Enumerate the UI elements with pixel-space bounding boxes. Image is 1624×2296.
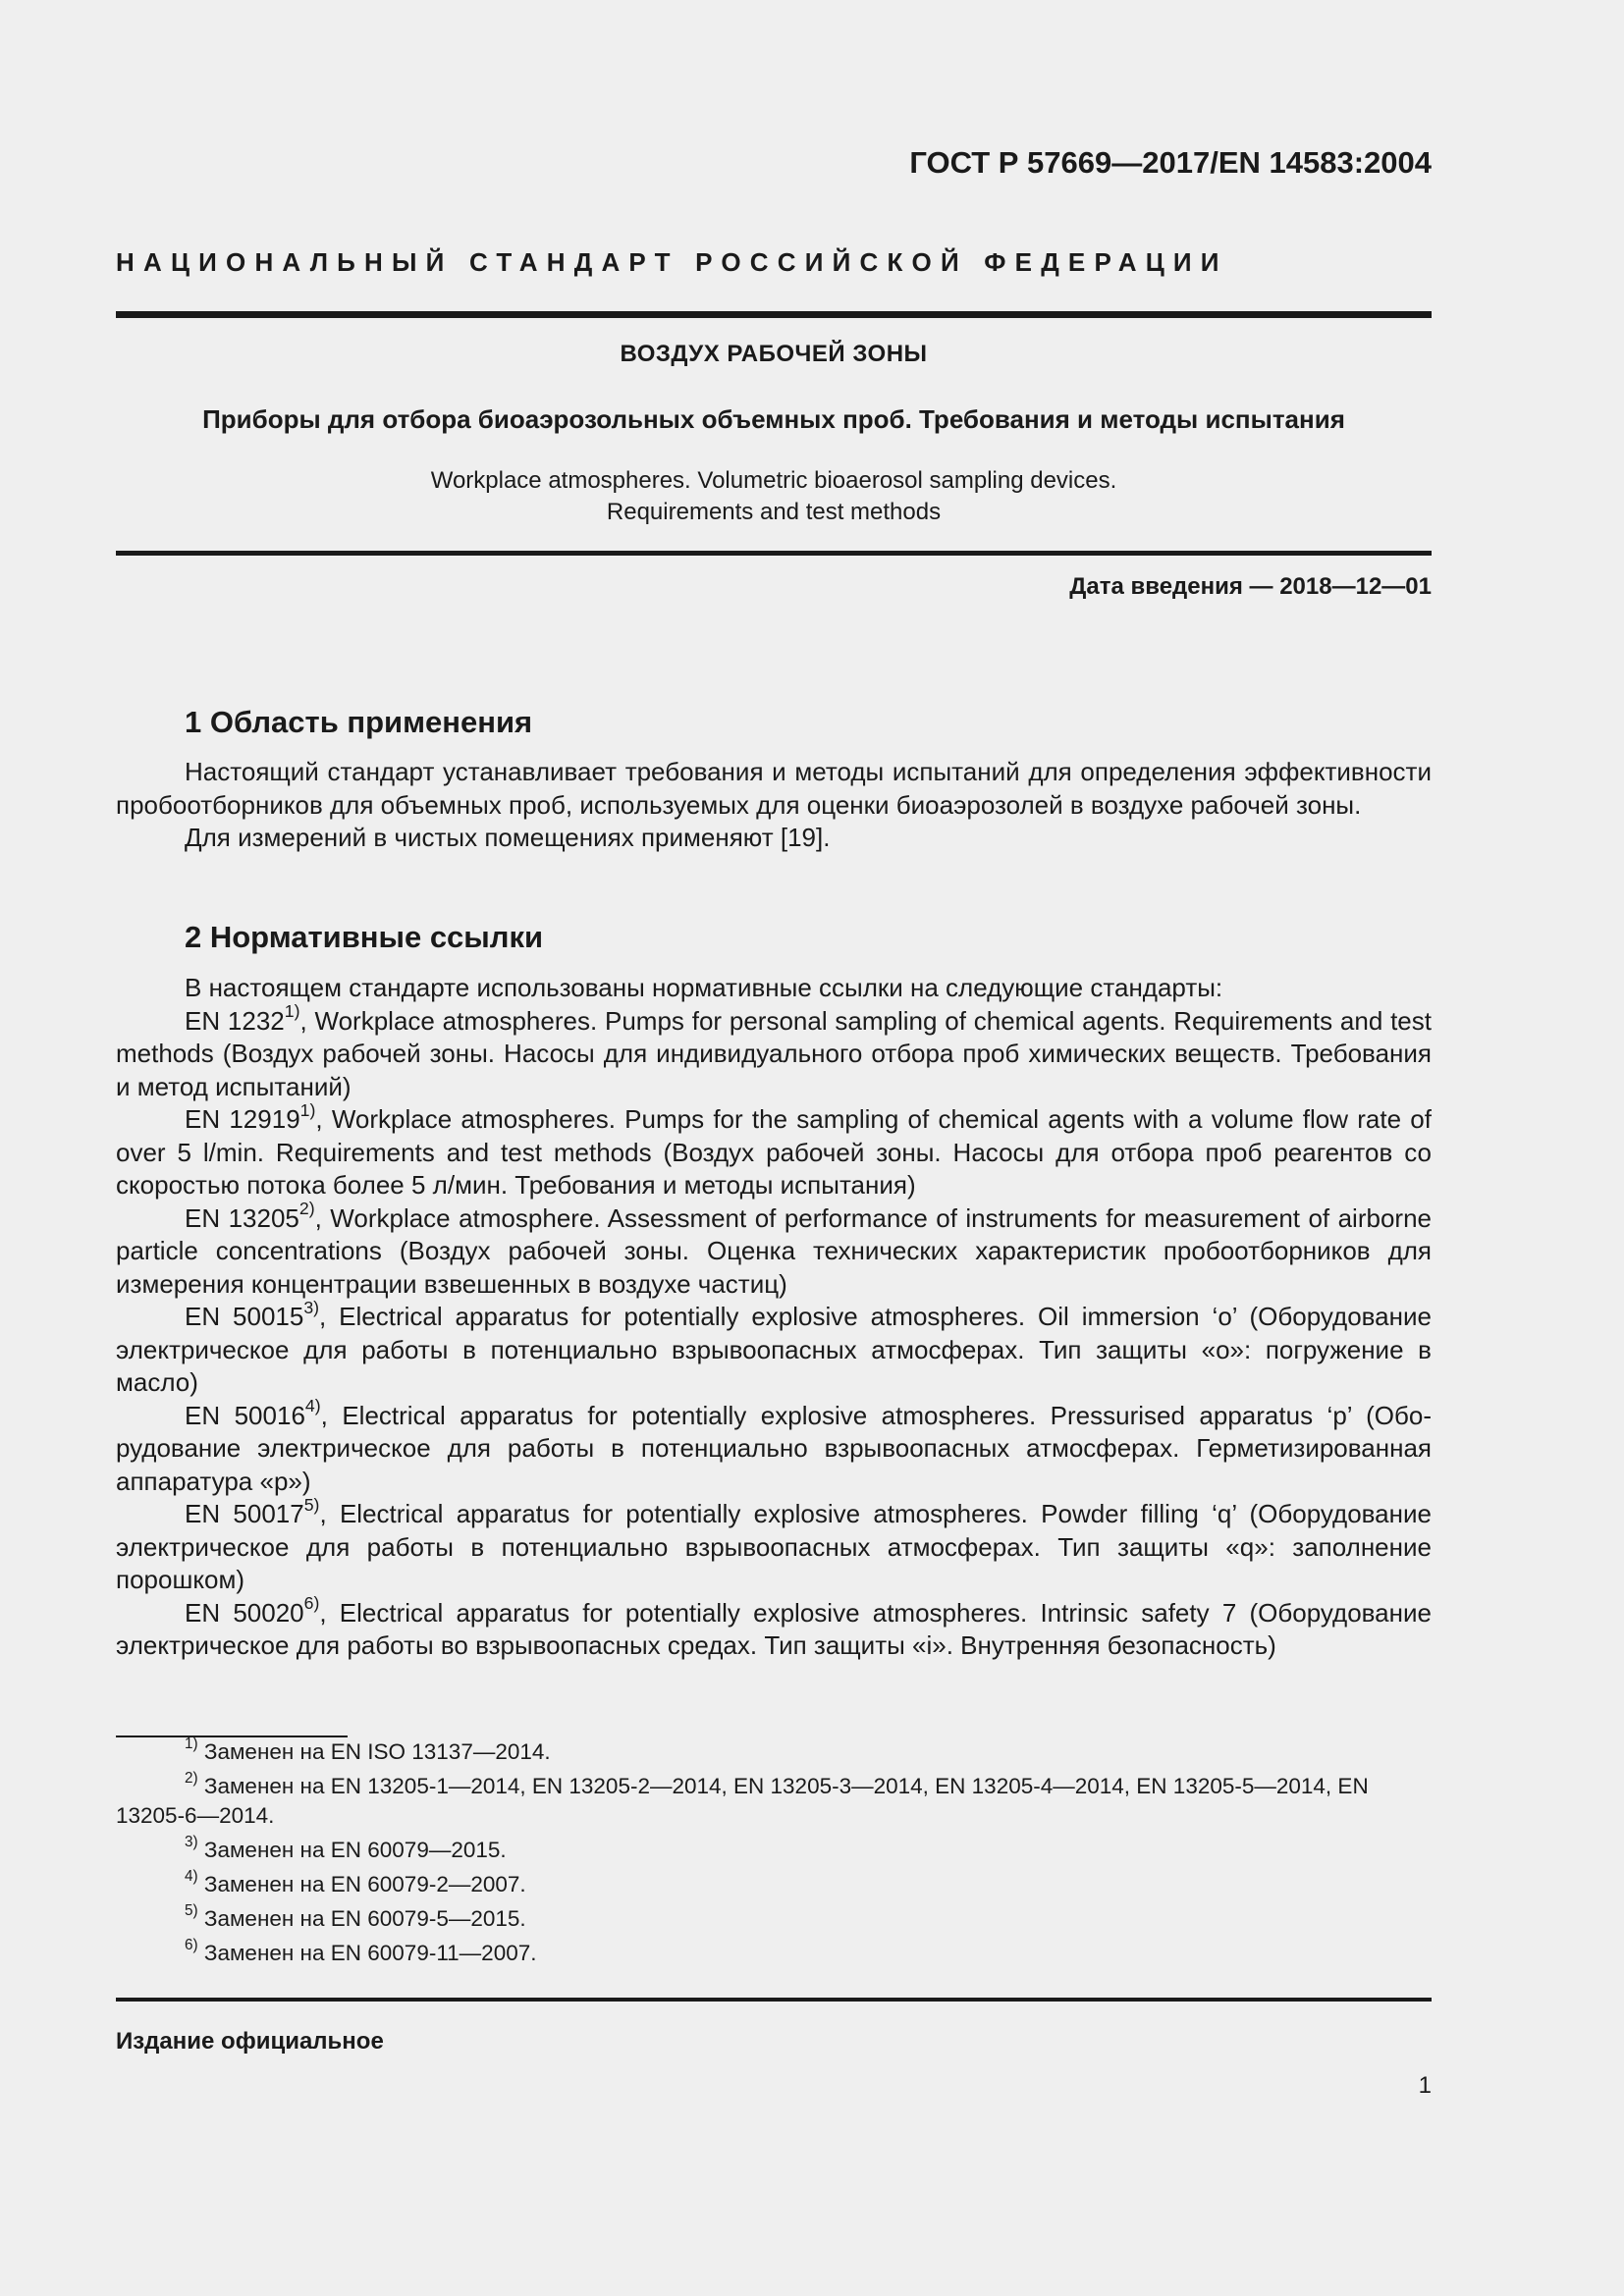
top-divider — [116, 311, 1432, 318]
section-1-paragraph: Для измерений в чистых помещениях применяют [19]. — [185, 823, 831, 852]
reference-text: , Electrical apparatus for potentially explosive atmospheres. Powder filling ‘q’ (Оборудование электрическое для работы в потенциально взрывоопасных атмосферах. Тип защиты «q»: заполнение порошком) — [116, 1499, 1432, 1594]
footnote-mark: 5) — [303, 1494, 320, 1515]
footnote-text: Заменен на EN 60079—2015. — [197, 1838, 507, 1862]
footnote — [116, 1772, 1432, 1831]
reference-text: , Workplace atmosphere. Assessment of performance of instruments for measurement of airborne particle concentrations (Воздух рабочей зоны. Оценка технических характеристик пробоотборников для измерения концентрации взвешенных в воздухе частиц) — [116, 1202, 1432, 1299]
reference-item — [116, 1199, 1432, 1302]
footnote-mark: 6) — [303, 1593, 320, 1614]
document-title: ВОЗДУХ РАБОЧЕЙ ЗОНЫ — [620, 341, 928, 367]
footnote — [116, 1836, 1432, 1865]
footnote-mark: 4) — [304, 1396, 321, 1416]
footnote-mark: 2) — [185, 1770, 198, 1788]
footnote-text: Заменен на EN 60079-5—2015. — [197, 1906, 526, 1931]
reference-code: EN 1232 — [185, 1005, 285, 1036]
footnote — [116, 1870, 1432, 1899]
english-title-line-1: Workplace atmospheres. Volumetric bioaerosol sampling devices. — [430, 467, 1117, 494]
reference-text: , Workplace atmospheres. Pumps for personal sampling of chemical agents. Requirements and test methods (Воздух рабочей зоны. Насосы для индивидуального отбора проб химических веществ. Требования и метод испытаний) — [116, 1005, 1432, 1101]
reference-code: EN 50020 — [185, 1597, 304, 1628]
reference-item — [116, 1593, 1432, 1663]
section-1-paragraph: Настоящий стандарт устанавливает требования и методы испытаний для определения эффективности пробоотборников для объемных проб, используемых для оценки биоаэрозолей в воздухе рабочей зоны. — [116, 757, 1432, 820]
reference-code: EN 50017 — [185, 1499, 304, 1528]
title-divider — [116, 551, 1432, 556]
reference-code: EN 50016 — [185, 1400, 305, 1430]
footnote-text: Заменен на EN ISO 13137—2014. — [197, 1739, 551, 1764]
footnote — [116, 1737, 1432, 1767]
reference-text: , Electrical apparatus for potentially explosive atmospheres. Oil immersion ‘o’ (Оборудование электрическое для работы в потенциально взрывоопасных атмосферах. Тип защиты «о»: погружение в масло) — [116, 1302, 1432, 1397]
footnote — [116, 1904, 1432, 1934]
footnote-mark: 3) — [303, 1297, 320, 1317]
footnote-text: Заменен на EN 13205-1—2014, EN 13205-2—2014, EN 13205-3—2014, EN 13205-4—2014, EN 13205-5—2014, EN 13205-6—2014. — [116, 1774, 1369, 1828]
footnote-mark: 2) — [298, 1199, 315, 1219]
section-2-heading: 2 Нормативные ссылки — [185, 920, 544, 954]
reference-text: , Workplace atmospheres. Pumps for the sampling of chemical agents with a volume flow rate of over 5 l/min. Requirements and test methods (Воздух рабочей зоны. Насосы для отбора проб реагентов со скоростью потока более 5 л/мин. Требования и методы испытания) — [116, 1104, 1432, 1200]
footnote-mark: 5) — [185, 1902, 198, 1920]
reference-item — [116, 1494, 1432, 1597]
footnotes — [116, 1737, 1432, 1973]
footnote-mark: 4) — [185, 1868, 198, 1886]
reference-text: , Electrical apparatus for potentially explosive atmospheres. Pressurised apparatus ‘p’ (Оборудование электрическое для работы в потенциально взрывоопасных атмосферах. Герметизированная аппаратура «р») — [116, 1400, 1432, 1496]
document-subtitle: Приборы для отбора биоаэрозольных объемных проб. Требования и методы испытания — [202, 404, 1345, 434]
english-title-line-2: Requirements and test methods — [606, 499, 942, 525]
page-number: 1 — [1418, 2072, 1432, 2099]
reference-item — [116, 1001, 1432, 1104]
footnote-text: Заменен на EN 60079-2—2007. — [197, 1872, 526, 1896]
section-1-body — [116, 756, 1432, 855]
section-2-body — [116, 972, 1432, 1663]
national-standard-caption: НАЦИОНАЛЬНЫЙ СТАНДАРТ РОССИЙСКОЙ ФЕДЕРАЦИИ — [116, 247, 1228, 277]
footnote-mark: 1) — [284, 1001, 300, 1022]
footnote — [116, 1939, 1432, 1968]
official-edition-label: Издание официальное — [116, 2028, 384, 2055]
footnote-text: Заменен на EN 60079-11—2007. — [197, 1941, 537, 1965]
standard-designation: ГОСТ Р 57669—2017/EN 14583:2004 — [909, 145, 1432, 180]
english-title — [116, 465, 1432, 528]
footer-divider — [116, 1998, 1432, 2002]
footnote-mark: 3) — [185, 1834, 198, 1851]
footnote-mark: 1) — [185, 1735, 198, 1753]
footnote-mark: 6) — [185, 1937, 198, 1954]
reference-text: , Electrical apparatus for potentially explosive atmospheres. Intrinsic safety 7 (Оборудование электрическое для работы во взрывоопасных средах. Тип защиты «i». Внутренняя безопасность) — [116, 1597, 1432, 1660]
section-1-heading: 1 Область применения — [185, 705, 533, 739]
introduction-date: Дата введения — 2018—12—01 — [1069, 573, 1432, 600]
reference-code: EN 12919 — [185, 1104, 300, 1134]
reference-item — [116, 1297, 1432, 1400]
reference-code: EN 50015 — [185, 1302, 304, 1331]
section-2-intro: В настоящем стандарте использованы нормативные ссылки на следующие стандарты: — [185, 973, 1223, 1002]
footnote-mark: 1) — [299, 1099, 316, 1120]
reference-code: EN 13205 — [185, 1202, 299, 1233]
reference-item — [116, 1099, 1432, 1202]
reference-item — [116, 1396, 1432, 1499]
